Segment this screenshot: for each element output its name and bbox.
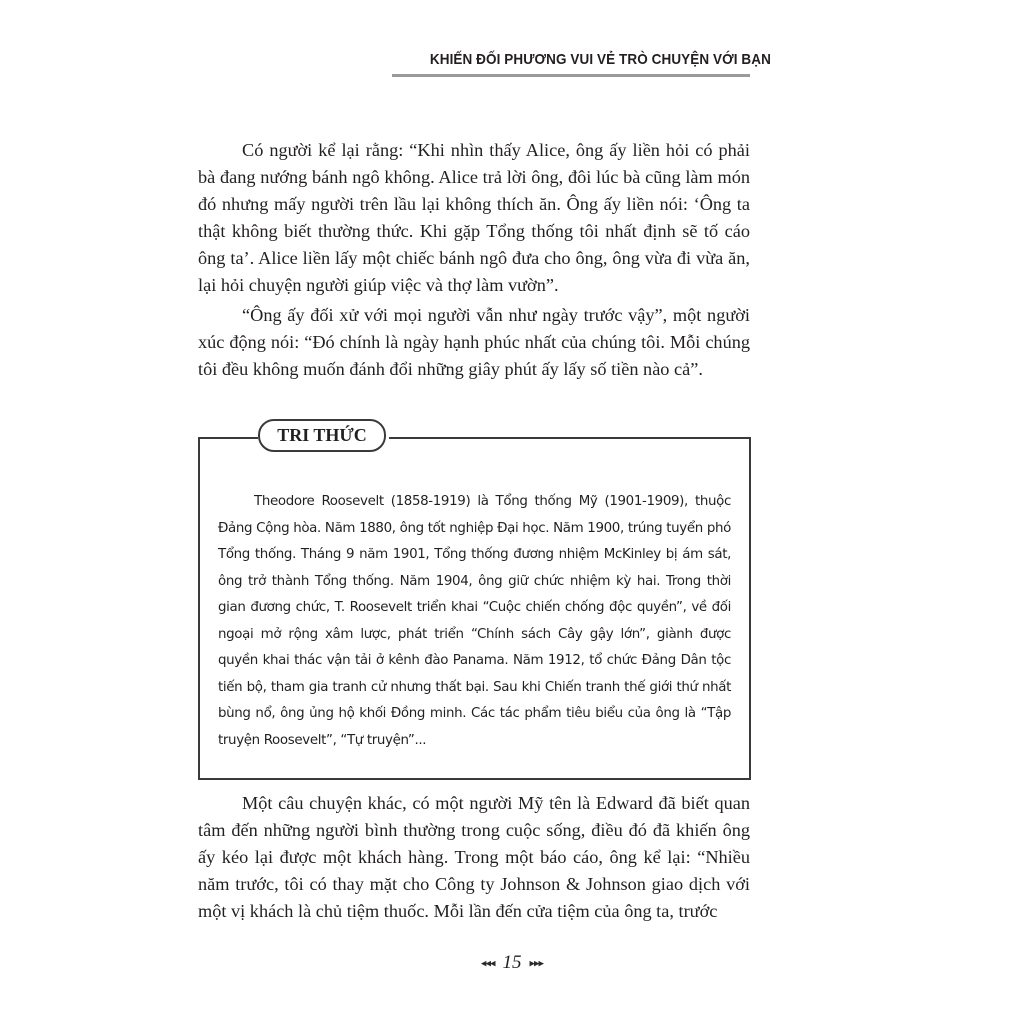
body-text-top [198,137,750,383]
left-arrows-icon: ◂◂◂ [480,957,495,970]
knowledge-box [198,425,751,780]
body-text-bottom [198,790,750,925]
box-top-border-right [389,437,749,439]
knowledge-box-body [218,489,731,754]
paragraph: “Ông ấy đối xử với mọi người vẫn như ngày trước vậy”, một người xúc động nói: “Đó chính là ngày hạnh phúc nhất của chúng tôi. Mỗi chúng tôi đều không muốn đánh đổi những giây phút ấy lấy số tiền nào cả”. [198,305,750,379]
page-number: 15 [502,952,522,973]
knowledge-box-title: TRI THỨC [258,419,386,452]
running-header [392,48,771,77]
knowledge-text: Theodore Roosevelt (1858-1919) là Tổng thống Mỹ (1901-1909), thuộc Đảng Cộng hòa. Năm 1880, ông tốt nghiệp Đại học. Năm 1900, trúng tuyển phó Tổng thống. Tháng 9 năm 1901, Tổng thống đương nhiệm McKinley bị ám sát, ông trở thành Tổng thống. Năm 1904, ông giữ chức nhiệm kỳ hai. Trong thời gian đương chức, T. Roosevelt triển khai “Cuộc chiến chống độc quyền”, về đối ngoại mở rộng xâm lược, phát triển “Chính sách Cây gậy lớn”, giành được quyền khai thác vận tải ở kênh đào Panama. Năm 1912, tổ chức Đảng Dân tộc tiến bộ, tham gia tranh cử nhưng thất bại. Sau khi Chiến tranh thế giới thứ nhất bùng nổ, ông ủng hộ khối Đồng minh. Các tác phẩm tiêu biểu của ông là “Tập truyện Roosevelt”, “Tự truyện”... [218,494,731,748]
box-top-border-left [200,437,258,439]
running-title: KHIẾN ĐỐI PHƯƠNG VUI VẺ TRÒ CHUYỆN VỚI BẠN [429,51,771,68]
page-footer [412,952,612,980]
paragraph: Một câu chuyện khác, có một người Mỹ tên là Edward đã biết quan tâm đến những người bình thường trong cuộc sống, điều đó đã khiến ông ấy kéo lại được một khách hàng. Trong một báo cáo, ông kể lại: “Nhiều năm trước, tôi có thay mặt cho Công ty Johnson & Johnson giao dịch với một vị khách là chủ tiệm thuốc. Mỗi lần đến cửa tiệm của ông ta, trước [198,793,750,921]
paragraph: Có người kể lại rằng: “Khi nhìn thấy Alice, ông ấy liền hỏi có phải bà đang nướng bánh ngô không. Alice trả lời ông, đôi lúc bà cũng làm món đó nhưng mấy người trên lầu lại không thích ăn. Ông ấy liền nói: ‘Ông ta thật không biết thường thức. Khi gặp Tổng thống tôi nhất định sẽ tố cáo ông ta’. Alice liền lấy một chiếc bánh ngô đưa cho ông, ông vừa đi vừa ăn, lại hỏi chuyện người giúp việc và thợ làm vườn”. [198,140,750,295]
right-arrows-icon: ▸▸▸ [529,957,544,970]
